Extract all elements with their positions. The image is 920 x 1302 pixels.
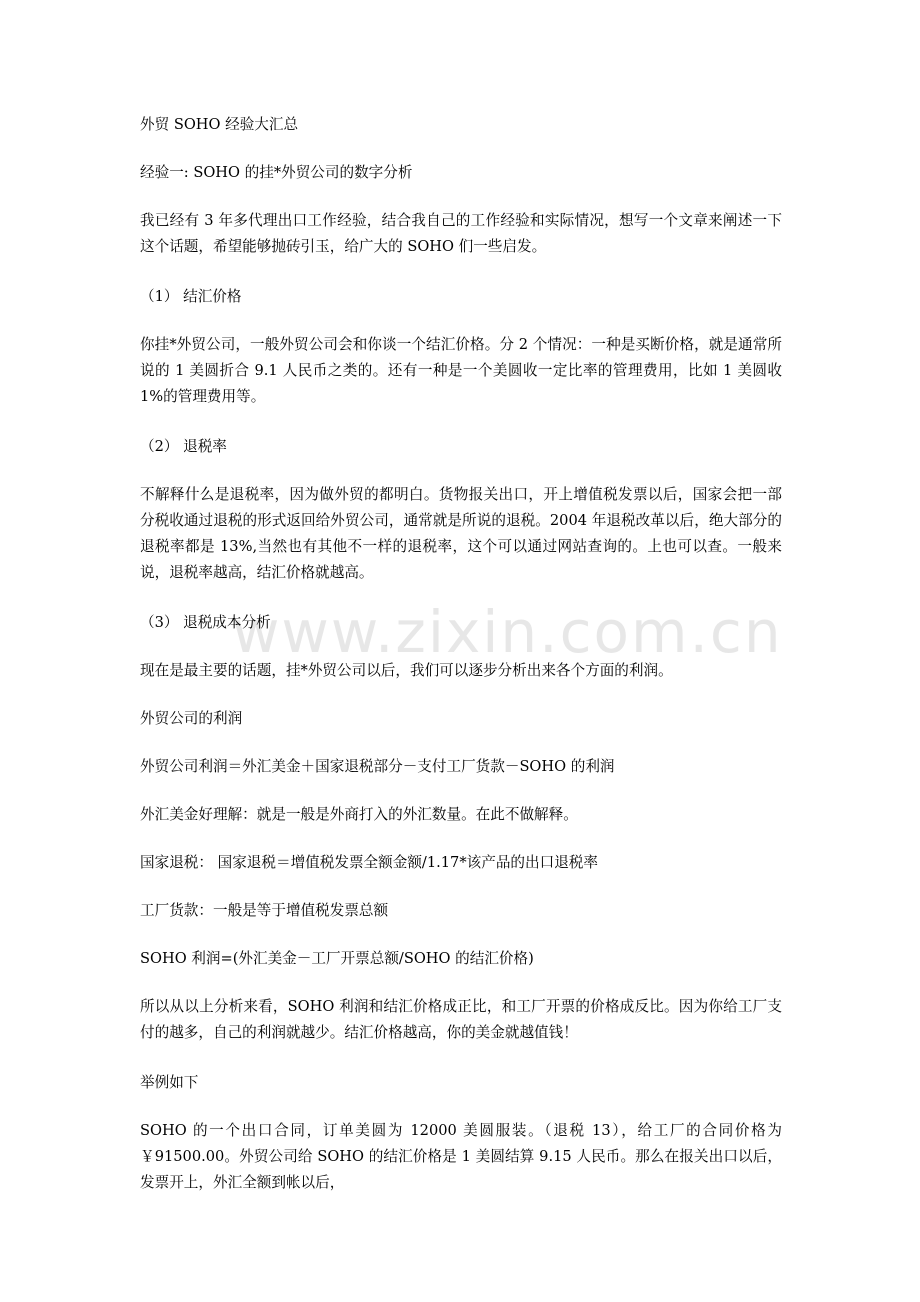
paragraph-example: SOHO 的一个出口合同，订单美圆为 12000 美圆服装。（退税 13），给工厂的合同价格为￥91500.00。外贸公司给 SOHO 的结汇价格是 1 美圆结算 9.15 人民币。那么在报关出口以后，发票开上，外汇全额到帐以后， xyxy=(140,1122,782,1191)
intro-paragraph: 我已经有 3 年多代理出口工作经验，结合我自己的工作经验和实际情况，想写一个文章来阐述一下这个话题，希望能够抛砖引玉，给广大的 SOHO 们一些启发。 xyxy=(140,212,782,255)
paragraph-tax-rebate-rate: 不解释什么是退税率，因为做外贸的都明白。货物报关出口，开上增值税发票以后，国家会把一部分税收通过退税的形式返回给外贸公司，通常就是所说的退税。2004 年退税改革以后，绝大部分的退税率都是 13%,当然也有其他不一样的退税率，这个可以通过网站查询的。上也可以查。一般来说，退税率越高，结汇价格就越高。 xyxy=(140,486,782,581)
paragraph-settlement-price: 你挂*外贸公司，一般外贸公司会和你谈一个结汇价格。分 2 个情况：一种是买断价格，就是通常所说的 1 美圆折合 9.1 人民币之类的。还有一种是一个美圆收一定比率的管理费用，比如 1 美圆收 1%的管理费用等。 xyxy=(140,336,782,405)
heading-cost-analysis: （3） 退税成本分析 xyxy=(140,614,271,631)
document-body xyxy=(140,112,782,1220)
heading-settlement-price: （1） 结汇价格 xyxy=(140,288,242,305)
watermark: www.zixin.com.cn xyxy=(232,598,783,666)
formula-company-profit: 外贸公司利润＝外汇美金＋国家退税部分－支付工厂货款－SOHO 的利润 xyxy=(140,758,615,775)
formula-tax-rebate: 国家退税： 国家退税＝增值税发票全额金额/1.17*该产品的出口退税率 xyxy=(140,854,598,871)
paragraph-example-heading: 举例如下 xyxy=(140,1074,199,1091)
paragraph-cost-analysis: 现在是最主要的话题，挂*外贸公司以后，我们可以逐步分析出来各个方面的利润。 xyxy=(140,662,673,679)
formula-soho-profit: SOHO 利润=(外汇美金－工厂开票总额/SOHO 的结汇价格) xyxy=(140,950,534,967)
heading-tax-rebate-rate: （2） 退税率 xyxy=(140,438,227,455)
paragraph-factory-payment: 工厂货款：一般是等于增值税发票总额 xyxy=(140,902,389,919)
section-title: 经验一: SOHO 的挂*外贸公司的数字分析 xyxy=(140,164,413,181)
paragraph-foreign-exchange: 外汇美金好理解：就是一般是外商打入的外汇数量。在此不做解释。 xyxy=(140,806,578,823)
paragraph-conclusion: 所以从以上分析来看，SOHO 利润和结汇价格成正比，和工厂开票的价格成反比。因为你给工厂支付的越多，自己的利润就越少。结汇价格越高，你的美金就越值钱！ xyxy=(140,998,782,1041)
paragraph-company-profit: 外贸公司的利润 xyxy=(140,710,243,727)
document-title: 外贸 SOHO 经验大汇总 xyxy=(140,116,299,133)
